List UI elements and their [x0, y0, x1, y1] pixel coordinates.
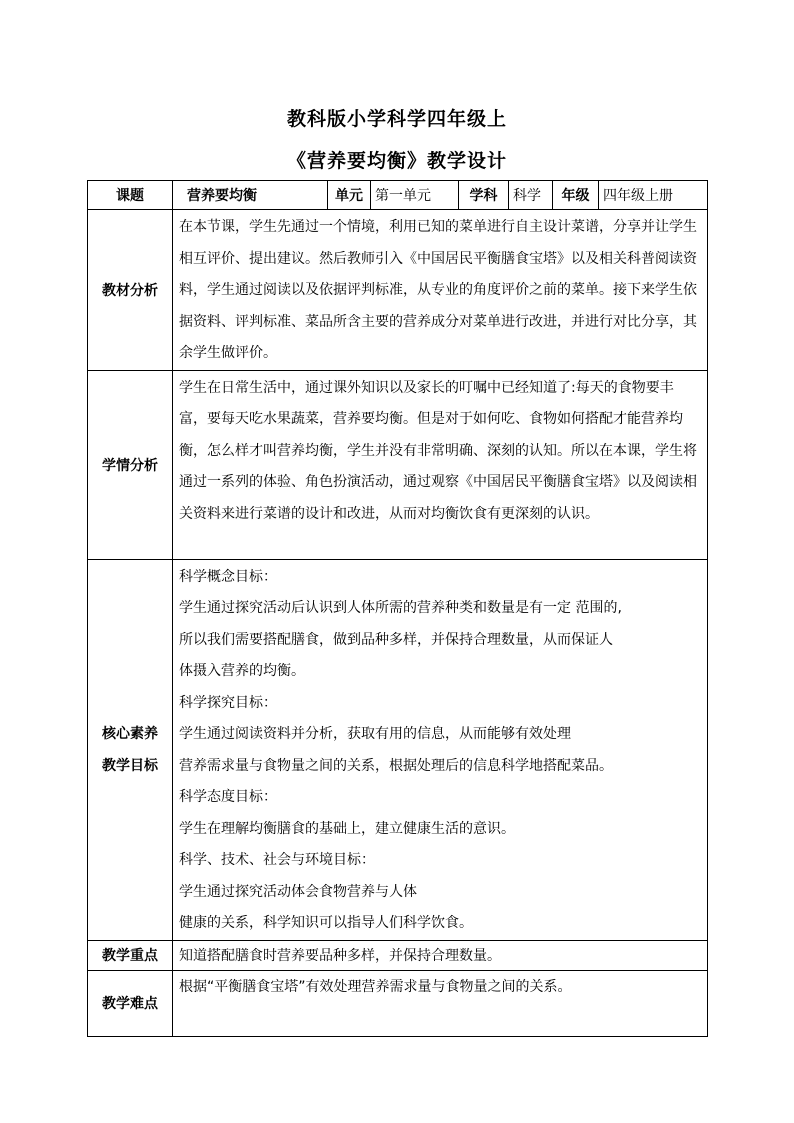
header-row: [88, 181, 708, 210]
teaching-goals-label: [88, 559, 173, 940]
difficulty-row: [88, 970, 708, 1036]
teaching-goals-label-line2: 教学目标: [102, 757, 158, 774]
grade-value: 四年级上册: [599, 181, 708, 210]
document-title: 教科版小学科学四年级上: [286, 108, 507, 130]
goal-line: 科学探究目标：: [179, 694, 277, 711]
key-point-text: 知道搭配膳食时营养要品种多样，并保持合理数量。: [173, 940, 708, 970]
goal-line: 学生通过探究活动后认识到人体所需的营养种类和数量是有一定 范围的,: [179, 600, 622, 616]
difficulty-label: 教学难点: [88, 970, 173, 1036]
teaching-goals-text: [173, 559, 708, 940]
teaching-goals-label-line1: 核心素养: [102, 725, 158, 742]
goal-line: 科学概念目标：: [179, 568, 277, 585]
goal-line: 科学、技术、社会与环境目标：: [179, 852, 375, 868]
goal-line: 健康的关系，科学知识可以指导人们科学饮食。: [179, 915, 473, 931]
unit-label: 单元: [328, 181, 371, 210]
goal-line: 体摄入营养的均衡。: [179, 663, 305, 679]
lesson-plan-table: [87, 180, 708, 1037]
key-point-row: [88, 940, 708, 970]
goal-line: 所以我们需要搭配膳食，做到品种多样，并保持合理数量，从而保证人: [179, 631, 613, 648]
goal-line: 营养需求量与食物量之间的关系，根据处理后的信息科学地搭配菜品。: [179, 757, 613, 774]
teaching-goals-row: [88, 559, 708, 940]
key-point-label: 教学重点: [88, 940, 173, 970]
textbook-analysis-text: 在本节课，学生先通过一个情境，利用已知的菜单进行自主设计菜谱，分享并让学生相互评价、提出建议。然后教师引入《中国居民平衡膳食宝塔》以及相关科普阅读资料，学生通过阅读以及依据评判标准，从专业的角度评价之前的菜单。接下来学生依据资料、评判标准、菜品所含主要的营养成分对菜单进行改进，并进行对比分享，其余学生做评价。: [173, 210, 708, 371]
document-subtitle: 《营养要均衡》教学设计: [286, 150, 507, 172]
subject-label: 学科: [459, 181, 509, 210]
goal-line: 学生通过探究活动体会食物营养与人体: [179, 883, 417, 900]
textbook-analysis-row: [88, 210, 708, 371]
difficulty-text: 根据“平衡膳食宝塔”有效处理营养需求量与食物量之间的关系。: [173, 970, 708, 1036]
grade-label: 年级: [553, 181, 599, 210]
goal-line: 科学态度目标：: [179, 789, 277, 805]
student-analysis-label: 学情分析: [88, 370, 173, 559]
student-analysis-text: 学生在日常生活中，通过课外知识以及家长的叮嘱中已经知道了:每天的食物要丰富，要每天吃水果蔬菜，营养要均衡。但是对于如何吃、食物如何搭配才能营养均衡，怎么样才叫营养均衡，学生并没有非常明确、深刻的认知。所以在本课，学生将通过一系列的体验、角色扮演活动，通过观察《中国居民平衡膳食宝塔》以及阅读相关资料来进行菜谱的设计和改进，从而对均衡饮食有更深刻的认识。: [173, 370, 708, 559]
unit-value: 第一单元: [371, 181, 459, 210]
topic-value: 营养要均衡: [173, 181, 328, 210]
textbook-analysis-label: 教材分析: [88, 210, 173, 371]
topic-label: 课题: [88, 181, 173, 210]
goal-line: 学生通过阅读资料并分析，获取有用的信息，从而能够有效处理: [179, 726, 571, 742]
subject-value: 科学: [509, 181, 553, 210]
goal-line: 学生在理解均衡膳食的基础上，建立健康生活的意识。: [179, 820, 515, 837]
student-analysis-row: [88, 370, 708, 559]
